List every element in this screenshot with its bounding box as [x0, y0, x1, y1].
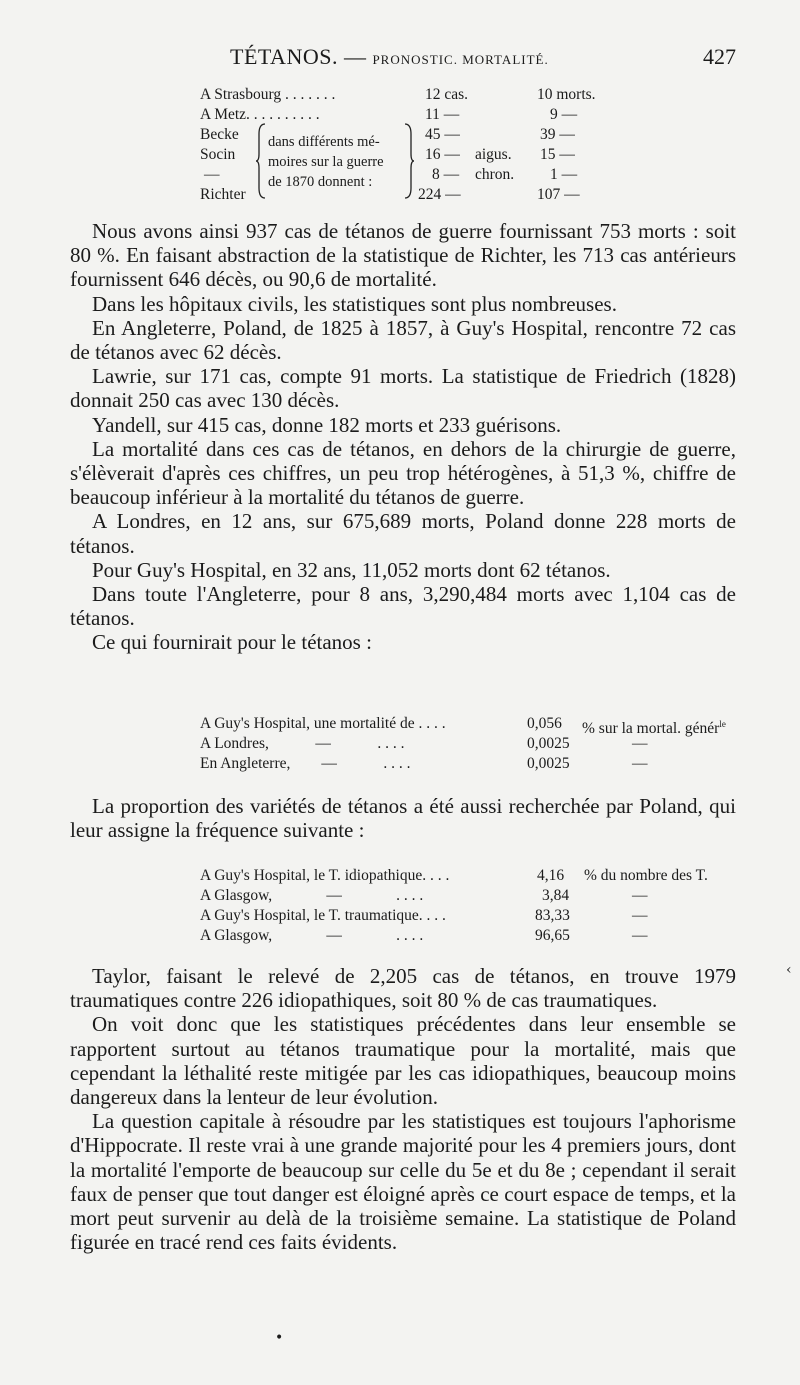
war-row-type: aigus.: [475, 146, 512, 163]
paragraph: Lawrie, sur 171 cas, compte 91 morts. La statistique de Friedrich (1828) donnait 250 cas avec 130 décès.: [70, 364, 736, 413]
variety-value: 96,65: [535, 927, 570, 944]
war-row-name: Socin: [200, 146, 236, 163]
left-brace-icon: [255, 122, 267, 200]
right-brace-icon: [403, 122, 415, 200]
war-row-name: —: [204, 166, 220, 183]
header-title: [230, 44, 549, 70]
paragraph: La proportion des variétés de tétanos a été aussi recherchée par Poland, qui leur assigne la fréquence suivante :: [70, 794, 736, 843]
paragraph: Yandell, sur 415 cas, donne 182 morts et 233 guérisons.: [92, 412, 562, 437]
variety-unit: —: [632, 887, 648, 904]
war-row-deaths: 9 —: [550, 106, 578, 123]
header-title-main: TÉTANOS.: [230, 44, 338, 69]
variety-unit: —: [632, 907, 648, 924]
paragraph: La question capitale à résoudre par les statistiques est toujours l'aphorisme d'Hippocrate. Il reste vrai à une grande majorité pour les 4 premiers jours, dont la mortalité l'emporte de beaucoup sur celle du 5e et du 8e ; cependant il serait faux de penser que tout danger est éloigné après ce court espace de temps, et la mort peut survenir au delà de la troisième semaine. La statistique de Poland figurée en tracé rend ces faits évidents.: [70, 1109, 736, 1255]
text-block-2: [70, 794, 736, 842]
variety-value: 83,33: [535, 907, 570, 924]
page-number: 427: [703, 44, 736, 69]
war-row-name: A Strasbourg . . . . . . .: [200, 86, 336, 103]
running-header: [70, 44, 738, 80]
war-note-line: de 1870 donnent :: [268, 174, 373, 190]
war-row-cases: 12 cas.: [425, 86, 469, 103]
mortality-value: 0,0025: [527, 735, 570, 752]
paragraph: On voit donc que les statistiques précédentes dans leur ensemble se rapportent surtout au tétanos traumatique pour la mortalité, mais que cependant la léthalité reste mitigée par les cas idiopathiques, beaucoup moins dangereux dans la lenteur de leur évolution.: [70, 1012, 736, 1110]
mortality-label: En Angleterre, — . . . .: [200, 755, 411, 772]
war-row-deaths: 107 —: [537, 186, 580, 203]
paragraph: A Londres, en 12 ans, sur 675,689 morts, Poland donne 228 morts de tétanos.: [70, 509, 736, 558]
variety-value: 4,16: [537, 867, 565, 884]
margin-mark: ‹: [786, 962, 792, 978]
mortality-unit-text: % sur la mortal. génér: [582, 720, 720, 738]
variety-unit: % du nombre des T.: [584, 867, 708, 884]
header-subtitle: PRONOSTIC. MORTALITÉ.: [372, 52, 549, 67]
variety-value: 3,84: [542, 887, 570, 904]
war-row-cases: 45 —: [425, 126, 460, 143]
war-row-deaths: 15 —: [540, 146, 575, 163]
war-row-deaths: 39 —: [540, 126, 575, 143]
text-block-1: [70, 219, 736, 655]
paragraph: Taylor, faisant le relevé de 2,205 cas de tétanos, en trouve 1979 traumatiques contre 226 idiopathiques, soit 80 % de cas traumatiques.: [70, 964, 736, 1013]
war-note-line: moires sur la guerre: [268, 154, 384, 170]
text-block-3: [70, 964, 736, 1254]
war-note-line: dans différents mé-: [268, 134, 380, 150]
war-row-cases: 224 —: [418, 186, 461, 203]
paragraph: La mortalité dans ces cas de tétanos, en dehors de la chirurgie de guerre, s'élèverait d'après ces chiffres, un peu trop hétérogènes, à 51,3 %, chiffre de beaucoup inférieur à la mortalité du tétanos de guerre.: [70, 436, 736, 510]
variety-label: A Guy's Hospital, le T. traumatique. . . .: [200, 907, 446, 924]
mortality-label: A Londres, — . . . .: [200, 735, 405, 752]
paragraph: En Angleterre, Poland, de 1825 à 1857, à Guy's Hospital, rencontre 72 cas de tétanos avec 62 décès.: [70, 315, 736, 365]
mortality-unit-sup: le: [719, 719, 726, 729]
mortality-unit: [582, 715, 726, 738]
variety-label: A Glasgow, — . . . .: [200, 927, 424, 944]
mortality-unit: —: [632, 735, 648, 752]
war-row-name: A Metz. . . . . . . . . .: [200, 106, 320, 123]
war-row-type: chron.: [475, 166, 515, 183]
mortality-unit: —: [632, 755, 648, 772]
paragraph: Dans toute l'Angleterre, pour 8 ans, 3,290,484 morts avec 1,104 cas de tétanos.: [70, 582, 736, 631]
paragraph: Nous avons ainsi 937 cas de tétanos de guerre fournissant 753 morts : soit 80 %. En faisant abstraction de la statistique de Richter, les 713 cas antérieurs fournissent 646 décès, ou 90,6 de mortalité.: [70, 219, 736, 292]
bullet-mark: •: [275, 1330, 284, 1346]
war-row-deaths: 10 morts.: [537, 86, 596, 103]
variety-unit: —: [632, 927, 648, 944]
war-row-deaths: 1 —: [550, 166, 578, 183]
paragraph: Ce qui fournirait pour le tétanos :: [92, 630, 372, 655]
mortality-label: A Guy's Hospital, une mortalité de . . . .: [200, 715, 446, 732]
war-row-cases: 11 —: [425, 106, 460, 123]
mortality-value: 0,0025: [527, 755, 570, 772]
war-row-name: Richter: [200, 186, 246, 203]
war-row-cases: 16 —: [425, 146, 460, 163]
war-row-cases: 8 —: [432, 166, 460, 183]
mortality-value: 0,056: [527, 715, 562, 732]
war-row-name: Becke: [200, 126, 239, 143]
header-dash: —: [343, 44, 367, 69]
paragraph: Dans les hôpitaux civils, les statistiques sont plus nombreuses.: [92, 291, 617, 316]
variety-label: A Glasgow, — . . . .: [200, 887, 424, 904]
variety-label: A Guy's Hospital, le T. idiopathique. . . .: [200, 867, 450, 884]
paragraph: Pour Guy's Hospital, en 32 ans, 11,052 morts dont 62 tétanos.: [92, 557, 611, 582]
